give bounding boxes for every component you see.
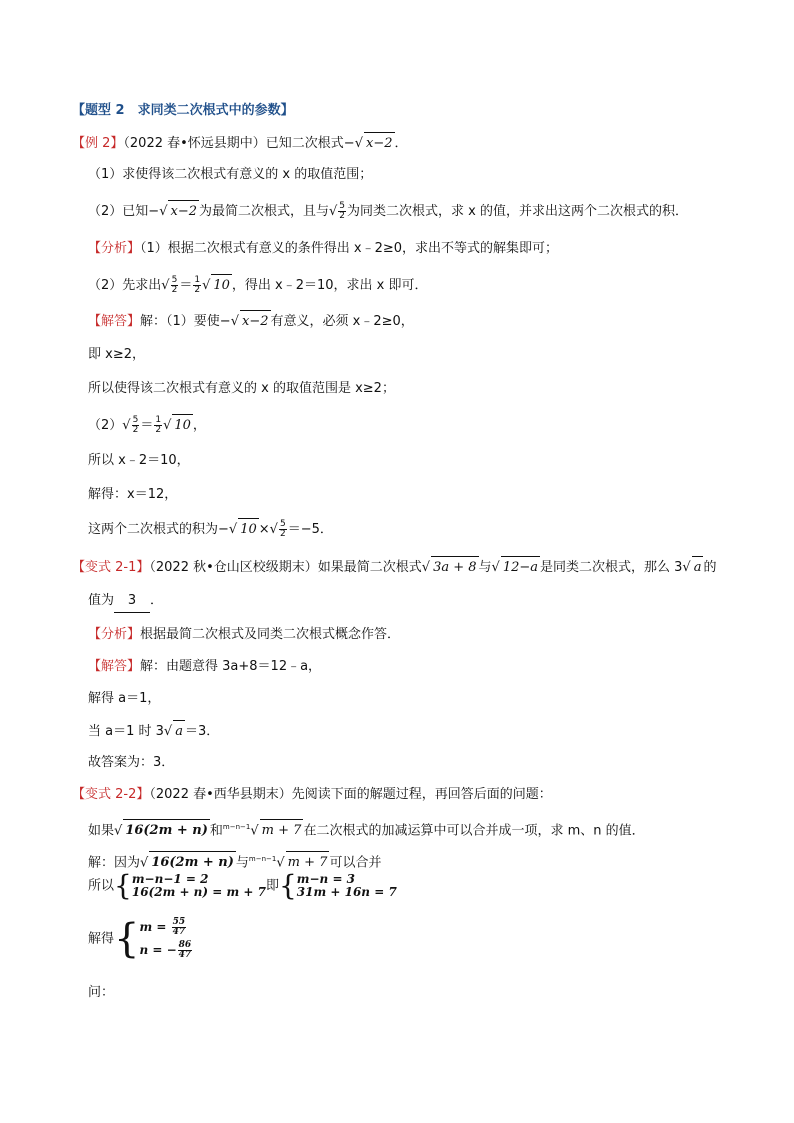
answer-text-a: 这两个二次根式的积为	[88, 522, 219, 537]
example-2-header	[72, 132, 408, 156]
text-a: 解得	[88, 931, 115, 947]
analysis-text: （1）根据二次根式有意义的条件得出 x﹣2≥0，求出不等式的解集即可；	[140, 241, 559, 256]
brace-icon: {	[114, 869, 132, 902]
fraction	[132, 416, 140, 435]
denominator: 47	[178, 950, 192, 960]
denominator: 2	[339, 211, 346, 221]
radicand: 10	[172, 414, 193, 437]
system-row: m−n−1 = 2	[131, 872, 209, 886]
sqrt-icon: √	[491, 560, 500, 575]
variant-text-c: 是同类二次根式，那么 3	[540, 560, 683, 575]
radicand: 16(2m + n)	[149, 851, 236, 874]
sqrt-icon: √	[140, 855, 149, 871]
example-source: （2022 春•怀远县期中）已知二次根式	[123, 136, 344, 151]
radicand: 12−a	[501, 556, 540, 579]
variant-2-1-line2	[88, 590, 163, 614]
answer-blank: 3	[114, 590, 150, 613]
variant-2-2-question: 问：	[88, 985, 115, 1000]
text-b: 和	[209, 823, 223, 839]
equals: ＝	[140, 418, 154, 433]
root-index: m−n−1	[222, 823, 251, 831]
sqrt-icon: √	[202, 278, 211, 293]
sqrt-icon: √	[421, 560, 431, 575]
q2-text-c: 为同类二次根式，求 x 的值，并求出这两个二次根式的积．	[347, 204, 688, 219]
variant-2-1-header	[72, 556, 717, 580]
value-label: 值为	[88, 593, 115, 608]
equals: ＝	[179, 278, 193, 293]
analysis-1	[88, 238, 558, 262]
answer-text-b: ＝−5．	[287, 522, 333, 537]
root-index: m−n−1	[248, 855, 277, 863]
answer-label: 【解答】	[88, 659, 141, 674]
lhs: m =	[139, 920, 171, 934]
numerator: 5	[132, 415, 139, 425]
denominator: 2	[132, 425, 139, 435]
radicand: a	[692, 556, 704, 579]
solution-m	[139, 918, 193, 937]
brace-icon: {	[114, 916, 140, 962]
text-c: 可以合并	[329, 855, 382, 871]
q2-text-a: （2）已知	[88, 204, 149, 219]
sqrt-icon: √	[159, 204, 168, 219]
answer-7	[88, 518, 333, 542]
sqrt-icon: √	[269, 522, 278, 537]
variant-2-1-answer-1	[88, 656, 321, 680]
variant-text: （2022 春•西华县期末）先阅读下面的解题过程，再回答后面的问题：	[149, 787, 552, 802]
variant-2-1-answer-4: 故答案为：3．	[88, 755, 175, 770]
radicand: 10	[211, 274, 232, 297]
minus-sign: −	[219, 314, 231, 329]
analysis-text-b: ，得出 x﹣2＝10，求出 x 即可．	[231, 278, 428, 293]
equation-system-2	[297, 873, 397, 899]
system-row: 16(2m + n) = m + 7	[131, 885, 266, 899]
variant-2-2-header	[72, 784, 552, 808]
minus-sign: −	[343, 136, 355, 151]
sqrt-icon: √	[228, 522, 238, 537]
answer-5: 所以 x﹣2＝10，	[88, 453, 190, 468]
answer-text: 解：由题意得 3a+8＝12﹣a，	[140, 659, 322, 674]
minus-sign: −	[218, 522, 229, 537]
equation-system-1	[132, 873, 266, 899]
fraction	[171, 276, 179, 295]
radicand: m + 7	[260, 819, 304, 842]
denominator: 2	[155, 425, 162, 435]
answer-text-b: ＝3．	[184, 724, 220, 739]
fraction	[154, 416, 162, 435]
solution-system	[139, 918, 193, 960]
denominator: 47	[172, 927, 186, 937]
radicand: m + 7	[286, 851, 330, 874]
analysis-label: 【分析】	[88, 241, 141, 256]
question-1: （1）求使得该二次根式有意义的 x 的取值范围；	[88, 167, 373, 182]
answer-1	[88, 310, 414, 334]
sqrt-icon: √	[354, 136, 363, 151]
text-a: 解：因为	[88, 855, 141, 871]
numerator: 55	[172, 917, 186, 927]
solution-n	[139, 941, 193, 960]
variant-text-a: （2022 秋•仓山区校级期末）如果最简二次根式	[149, 560, 422, 575]
variant-2-1-analysis	[88, 624, 400, 648]
times-sign: ×	[258, 522, 270, 537]
example-label: 【例 2】	[72, 136, 124, 151]
numerator: 5	[171, 275, 178, 285]
answer-3: 所以使得该二次根式有意义的 x 的取值范围是 x≥2；	[88, 381, 395, 396]
fraction	[193, 276, 201, 295]
answer-4	[88, 414, 206, 438]
answer-text-a: 当 a＝1 时 3	[88, 724, 164, 739]
sqrt-icon: √	[163, 418, 172, 433]
radicand: 10	[238, 518, 259, 541]
radicand: 16(2m + n)	[123, 819, 210, 842]
fraction	[172, 918, 187, 937]
variant-2-1-answer-2: 解得 a＝1，	[88, 691, 161, 706]
variant-2-1-answer-3	[88, 720, 219, 744]
sqrt-icon: √	[114, 823, 123, 839]
answer-text-b: 有意义，必须 x﹣2≥0，	[270, 314, 414, 329]
system-row: 31m + 16n = 7	[296, 885, 397, 899]
numerator: 86	[178, 940, 192, 950]
variant-2-2-line3	[88, 869, 397, 906]
answer-text-a: 解：（1）要使	[140, 314, 220, 329]
sqrt-icon: √	[276, 855, 285, 871]
question-2	[88, 200, 688, 224]
numerator: 1	[155, 415, 162, 425]
radicand: x−2	[168, 200, 199, 223]
fraction	[338, 202, 346, 221]
fraction	[178, 941, 193, 960]
lhs: n = −	[139, 943, 177, 957]
denominator: 2	[279, 529, 286, 539]
radicand: x−2	[364, 132, 395, 155]
section-title: 【题型 2 求同类二次根式中的参数】	[72, 103, 294, 118]
radicand: 3a + 8	[431, 556, 478, 579]
text-b: 即	[265, 878, 279, 894]
brace-icon: {	[278, 869, 297, 902]
comma: ，	[192, 418, 206, 433]
text-c: 在二次根式的加减运算中可以合并成一项，求 m、n 的值．	[303, 823, 645, 839]
answer-text: （2）	[88, 418, 123, 433]
sqrt-icon: √	[163, 724, 173, 739]
sqrt-icon: √	[230, 314, 239, 329]
numerator: 5	[279, 519, 286, 529]
sqrt-icon: √	[122, 418, 131, 433]
answer-label: 【解答】	[88, 314, 141, 329]
text-a: 所以	[88, 878, 115, 894]
sqrt-icon: √	[161, 278, 170, 293]
text-b: 与	[235, 855, 249, 871]
system-row: m−n = 3	[296, 872, 356, 886]
analysis-2	[88, 274, 428, 298]
answer-6: 解得：x＝12，	[88, 487, 178, 502]
numerator: 1	[194, 275, 201, 285]
q2-text-b: 为最简二次根式，且与	[198, 204, 329, 219]
denominator: 2	[194, 285, 201, 295]
minus-sign: −	[148, 204, 160, 219]
answer-2: 即 x≥2，	[88, 347, 145, 362]
variant-2-2-line2	[88, 848, 381, 872]
radicand: x−2	[240, 310, 271, 333]
analysis-text-a: （2）先求出	[88, 278, 162, 293]
numerator: 5	[339, 201, 346, 211]
period: ．	[150, 593, 164, 608]
fraction	[279, 520, 287, 539]
variant-text-b: 与	[478, 560, 492, 575]
sqrt-icon: √	[250, 823, 259, 839]
analysis-label: 【分析】	[88, 627, 141, 642]
period: ．	[394, 136, 408, 151]
text-a: 如果	[88, 823, 115, 839]
radicand: a	[173, 720, 185, 743]
denominator: 2	[171, 285, 178, 295]
sqrt-icon: √	[682, 560, 691, 575]
variant-label: 【变式 2-1】	[72, 560, 150, 575]
sqrt-icon: √	[329, 204, 338, 219]
analysis-text: 根据最简二次根式及同类二次根式概念作答．	[140, 627, 401, 642]
variant-2-2-line1	[88, 816, 645, 840]
variant-text-d: 的	[703, 560, 717, 575]
variant-label: 【变式 2-2】	[72, 787, 150, 802]
variant-2-2-line4	[88, 918, 193, 968]
